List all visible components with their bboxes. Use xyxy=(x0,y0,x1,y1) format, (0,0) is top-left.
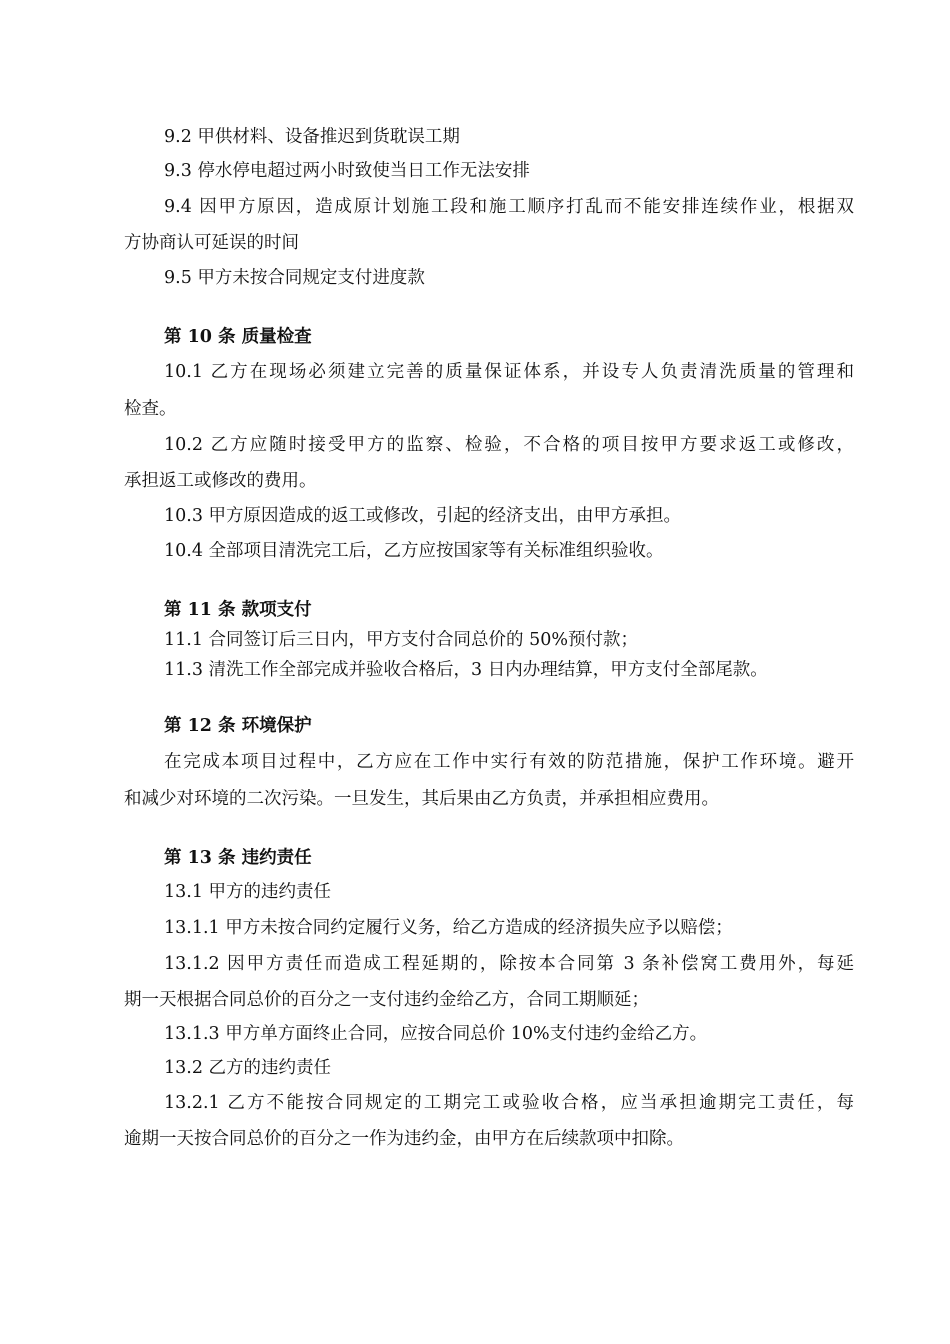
section-heading: 第 10 条 质量检查 xyxy=(164,327,312,347)
paragraph-line: 10.3 甲方原因造成的返工或修改，引起的经济支出，由甲方承担。 xyxy=(164,506,682,526)
paragraph-line: 和减少对环境的二次污染。一旦发生，其后果由乙方负责，并承担相应费用。 xyxy=(124,789,719,809)
paragraph-line: 13.1.2 因甲方责任而造成工程延期的，除按本合同第 3 条补偿窝工费用外，每延 xyxy=(164,954,854,974)
paragraph-line: 9.4 因甲方原因，造成原计划施工段和施工顺序打乱而不能安排连续作业，根据双 xyxy=(164,197,854,217)
paragraph-line: 13.1.1 甲方未按合同约定履行义务，给乙方造成的经济损失应予以赔偿； xyxy=(164,918,733,938)
paragraph-line: 13.1 甲方的违约责任 xyxy=(164,882,332,902)
paragraph-line: 期一天根据合同总价的百分之一支付违约金给乙方，合同工期顺延； xyxy=(124,990,649,1010)
paragraph-line: 13.2.1 乙方不能按合同规定的工期完工或验收合格，应当承担逾期完工责任，每 xyxy=(164,1093,854,1113)
paragraph-line: 逾期一天按合同总价的百分之一作为违约金，由甲方在后续款项中扣除。 xyxy=(124,1129,684,1149)
paragraph-line: 检查。 xyxy=(124,399,177,419)
section-heading: 第 12 条 环境保护 xyxy=(164,716,312,736)
paragraph-line: 9.5 甲方未按合同规定支付进度款 xyxy=(164,268,425,288)
paragraph-line: 10.2 乙方应随时接受甲方的监察、检验，不合格的项目按甲方要求返工或修改， xyxy=(164,435,854,455)
paragraph-line: 9.2 甲供材料、设备推迟到货耽误工期 xyxy=(164,127,460,147)
section-heading: 第 11 条 款项支付 xyxy=(164,600,312,620)
section-heading: 第 13 条 违约责任 xyxy=(164,848,312,868)
paragraph-line: 10.1 乙方在现场必须建立完善的质量保证体系，并设专人负责清洗质量的管理和 xyxy=(164,362,854,382)
paragraph-line: 方协商认可延误的时间 xyxy=(124,233,299,253)
paragraph-line: 在完成本项目过程中，乙方应在工作中实行有效的防范措施，保护工作环境。避开 xyxy=(164,752,854,772)
paragraph-line: 11.3 清洗工作全部完成并验收合格后，3 日内办理结算，甲方支付全部尾款。 xyxy=(164,660,768,680)
paragraph-line: 10.4 全部项目清洗完工后，乙方应按国家等有关标准组织验收。 xyxy=(164,541,664,561)
paragraph-line: 承担返工或修改的费用。 xyxy=(124,471,317,491)
paragraph-line: 13.2 乙方的违约责任 xyxy=(164,1058,332,1078)
paragraph-line: 9.3 停水停电超过两小时致使当日工作无法安排 xyxy=(164,161,530,181)
paragraph-line: 13.1.3 甲方单方面终止合同，应按合同总价 10%支付违约金给乙方。 xyxy=(164,1024,708,1044)
paragraph-line: 11.1 合同签订后三日内，甲方支付合同总价的 50%预付款； xyxy=(164,630,638,650)
